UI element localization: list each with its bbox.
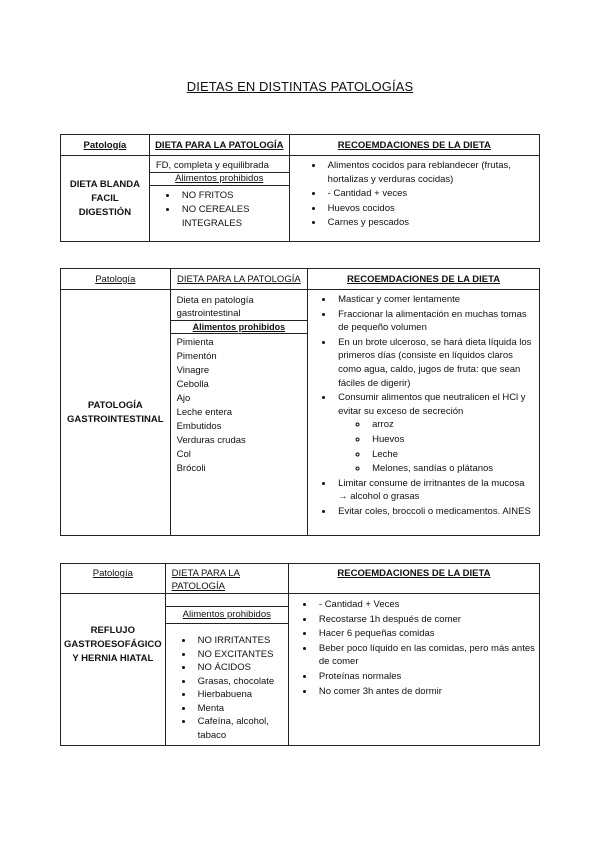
sub-list-item: ◦ Huevos <box>368 433 535 447</box>
list-item: • NO EXCITANTES <box>194 648 288 662</box>
dieta-cell <box>165 594 288 746</box>
dieta-cell <box>149 156 289 242</box>
header-recomendaciones: RECOEMDACIONES DE LA DIETA <box>308 269 540 290</box>
list-item: • Beber poco líquido en las comidas, pero más antes de comer <box>315 642 535 669</box>
list-item: • No comer 3h antes de dormir <box>315 685 535 699</box>
prohibidos-label: Alimentos prohibidos <box>166 606 288 624</box>
list-item: • En un brote ulceroso, se hará dieta líquida los primeros días (consiste en líquidos claros como agua, caldo, jugos de fruta: que sean fáciles de digerir) <box>334 336 535 390</box>
list-item: Ajo <box>176 393 191 404</box>
recomendaciones-list <box>290 156 539 230</box>
table-header-row <box>61 269 540 290</box>
list-item: Verduras crudas <box>176 435 246 446</box>
table-row <box>61 290 540 536</box>
sub-list <box>338 418 535 475</box>
dieta-cell <box>170 290 308 536</box>
prohibidos-list <box>171 334 308 476</box>
diet-table-reflux <box>60 563 540 746</box>
table-header-row <box>61 135 540 156</box>
header-dieta: DIETA PARA LA PATOLOGÍA <box>165 564 288 594</box>
list-item: Embutidos <box>176 421 222 432</box>
dieta-text: Dieta en patología gastrointestinal <box>176 295 254 319</box>
header-dieta: DIETA PARA LA PATOLOGÍA <box>149 135 289 156</box>
list-item: • Masticar y comer lentamente <box>334 293 535 307</box>
header-patologia: Patología <box>61 564 166 594</box>
patologia-cell: DIETA BLANDA FACIL DIGESTIÓN <box>61 156 150 242</box>
prohibidos-label: Alimentos prohibidos <box>150 172 289 186</box>
list-item-text: Consumir alimentos que neutralicen el HCl y evitar su exceso de secreción <box>338 392 526 417</box>
prohibidos-label: Alimentos prohibidos <box>171 320 308 334</box>
prohibidos-list <box>150 186 289 231</box>
list-item: • Alimentos cocidos para reblandecer (frutas, hortalizas y verduras cocidas) <box>324 159 535 186</box>
prohibidos-list <box>166 624 288 742</box>
list-item: • Menta <box>194 702 288 716</box>
list-item: • Limitar consume de irritnantes de la mucosa → alcohol o grasas <box>334 477 535 504</box>
header-dieta: DIETA PARA LA PATOLOGÍA <box>170 269 308 290</box>
list-item: • - Cantidad + veces <box>324 187 535 201</box>
list-item: • NO ÁCIDOS <box>194 661 288 675</box>
header-recomendaciones: RECOEMDACIONES DE LA DIETA <box>288 564 539 594</box>
header-patologia: Patología <box>61 135 150 156</box>
list-item: • NO CEREALES INTEGRALES <box>178 203 289 231</box>
header-patologia: Patología <box>61 269 171 290</box>
list-item: Brócoli <box>176 463 206 474</box>
sub-list-item: ◦ arroz <box>368 418 535 432</box>
list-item: Cebolla <box>176 379 209 390</box>
list-item: • Grasas, chocolate <box>194 675 288 689</box>
recomendaciones-cell <box>308 290 540 536</box>
recomendaciones-list <box>289 594 539 698</box>
list-item: Pimentón <box>176 351 217 362</box>
list-item: • Hierbabuena <box>194 688 288 702</box>
list-item: Vinagre <box>176 365 210 376</box>
recomendaciones-cell <box>289 156 539 242</box>
list-item: • Recostarse 1h después de comer <box>315 613 535 627</box>
sub-list-item: ◦ Leche <box>368 448 535 462</box>
list-item: • Cafeína, alcohol, tabaco <box>194 715 288 742</box>
list-item <box>334 391 535 476</box>
list-item: • Carnes y pescados <box>324 216 535 230</box>
sub-list-item: ◦ Melones, sandías o plátanos <box>368 462 535 476</box>
list-item: • - Cantidad + Veces <box>315 598 535 612</box>
page-title: DIETAS EN DISTINTAS PATOLOGÍAS <box>186 79 414 94</box>
list-item: • NO FRITOS <box>178 189 289 203</box>
patologia-cell: PATOLOGÍA GASTROINTESTINAL <box>61 290 171 536</box>
table-header-row <box>61 564 540 594</box>
list-item: Col <box>176 449 191 460</box>
list-item: • Proteínas normales <box>315 670 535 684</box>
dieta-text: FD, completa y equilibrada <box>155 160 269 171</box>
recomendaciones-list <box>308 290 539 519</box>
table-row <box>61 156 540 242</box>
diet-table-soft <box>60 134 540 242</box>
list-item: • Huevos cocidos <box>324 202 535 216</box>
list-item: • NO IRRITANTES <box>194 634 288 648</box>
header-recomendaciones: RECOEMDACIONES DE LA DIETA <box>289 135 539 156</box>
list-item: • Hacer 6 pequeñas comidas <box>315 627 535 641</box>
table-row <box>61 594 540 746</box>
list-item: • Fraccionar la alimentación en muchas tomas de pequeño volumen <box>334 308 535 335</box>
recomendaciones-cell <box>288 594 539 746</box>
list-item: • Evitar coles, broccoli o medicamentos. AINES <box>334 505 535 519</box>
diet-table-gastro <box>60 268 540 536</box>
list-item: Pimienta <box>176 337 214 348</box>
list-item: Leche entera <box>176 407 233 418</box>
patologia-cell: REFLUJO GASTROESOFÁGICO Y HERNIA HIATAL <box>61 594 166 746</box>
